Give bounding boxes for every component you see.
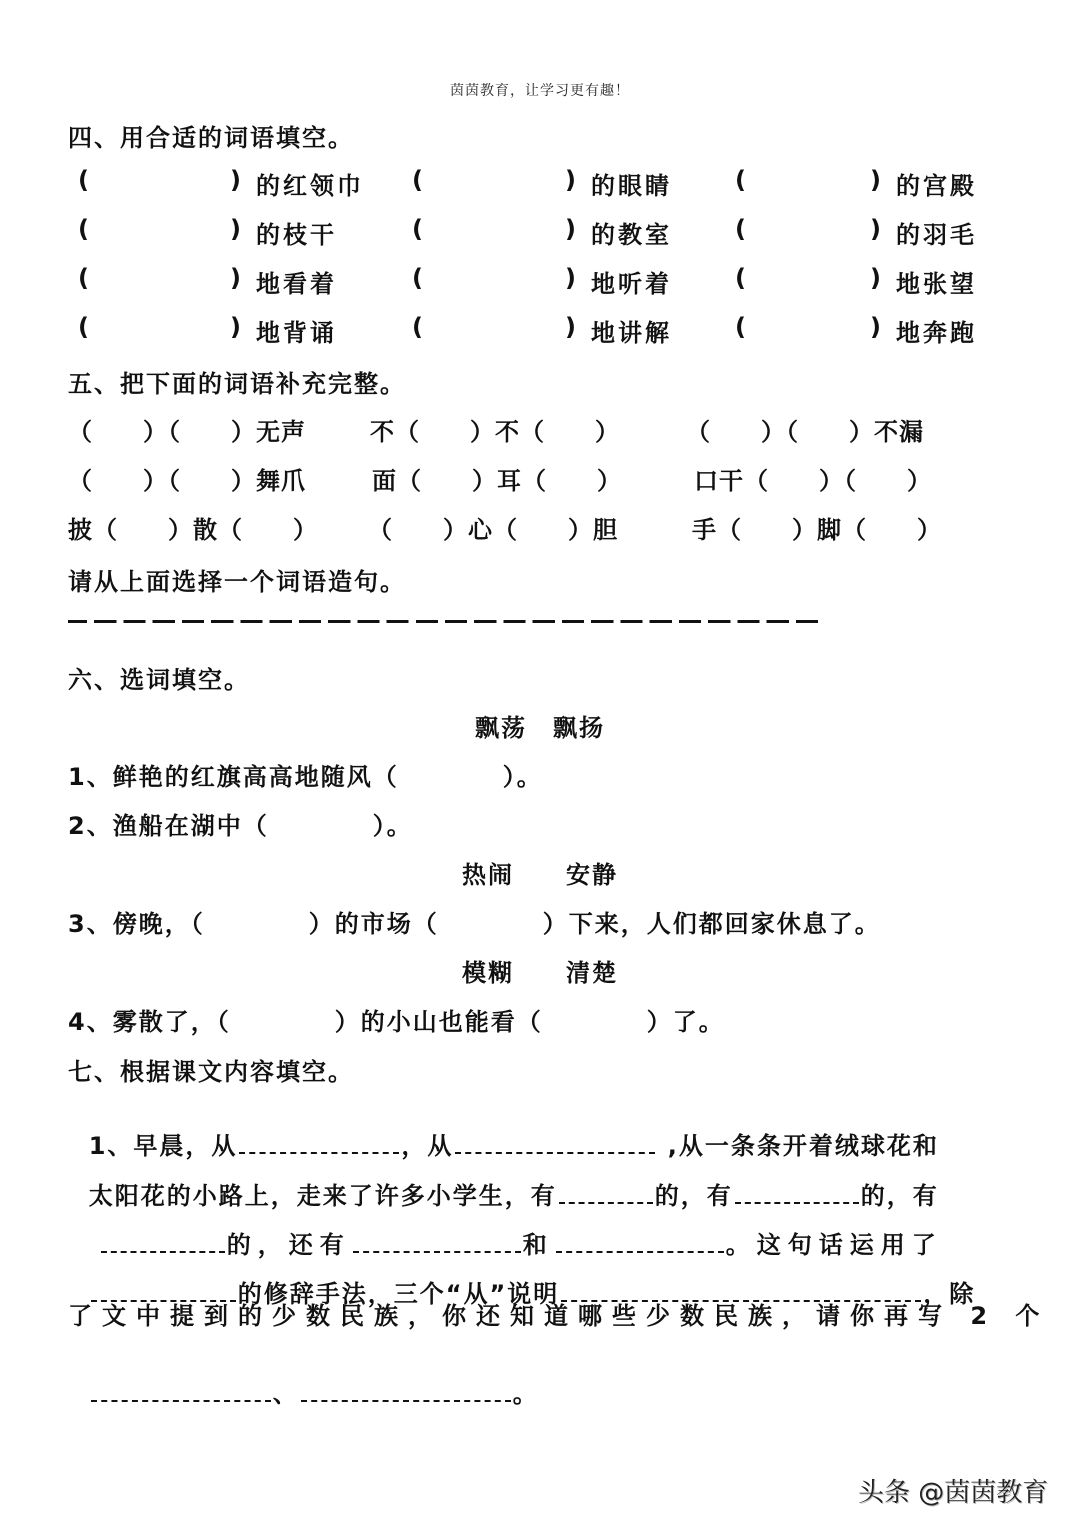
phrase: 的宫殿 (896, 172, 977, 200)
idiom-blank: （ ）（ ）不漏 (686, 418, 924, 446)
phrase: 的红领巾 (256, 172, 364, 200)
word-choices: 飘荡 飘扬 (475, 714, 605, 742)
header-slogan: 茵茵教育，让学习更有趣！ (450, 83, 630, 99)
text: 。 (512, 1380, 539, 1408)
section-4-row (0, 166, 1080, 202)
idiom-blank: 披（ ）散（ ） (68, 516, 318, 544)
close-paren: ) (565, 313, 576, 341)
text: 太阳花的小路上，走来了许多小学生，有 (88, 1182, 557, 1210)
close-paren: ) (870, 264, 881, 292)
section-6-title: 六、选词填空。 (68, 666, 250, 694)
text: 的，有 (654, 1182, 733, 1210)
question-item: 2、渔船在湖中（ ）。 (68, 812, 413, 840)
section-4-row (0, 264, 1080, 300)
text: 1、早晨，从 (88, 1132, 238, 1160)
section-7-title: 七、根据课文内容填空。 (68, 1058, 354, 1086)
section-4-row (0, 215, 1080, 251)
close-paren: ) (870, 166, 881, 194)
question-item: 1、鲜艳的红旗高高地随风（ ）。 (68, 763, 543, 791)
section-5-row (0, 412, 1080, 448)
open-paren: ( (735, 313, 746, 341)
section-4-row (0, 313, 1080, 349)
word-choices: 热闹 安静 (462, 861, 618, 889)
answer-line[interactable] (68, 620, 820, 623)
open-paren: ( (412, 264, 423, 292)
text: 的，有 (860, 1182, 939, 1210)
question-item: 4、雾散了，（ ）的小山也能看（ ）了。 (68, 1008, 725, 1036)
idiom-blank: 面（ ）耳（ ） (372, 467, 622, 495)
phrase: 地讲解 (591, 319, 672, 347)
phrase: 地看着 (256, 270, 337, 298)
section-5-row (0, 461, 1080, 497)
text: 的修辞手法，三个“从”说明 (237, 1280, 560, 1308)
section-5-row (0, 510, 1080, 546)
section-5-title: 五、把下面的词语补充完整。 (68, 370, 406, 398)
idiom-blank: 口干（ ）（ ） (694, 467, 932, 495)
open-paren: ( (412, 313, 423, 341)
text: 。这句话运用了 (725, 1231, 943, 1259)
phrase: 地听着 (591, 270, 672, 298)
blank[interactable] (301, 1399, 511, 1402)
open-paren: ( (735, 166, 746, 194)
phrase: 地奔跑 (896, 319, 977, 347)
phrase: 的教室 (591, 221, 672, 249)
idiom-blank: （ ）（ ）无声 (68, 418, 306, 446)
text: 和 (522, 1231, 554, 1259)
section-4-title: 四、用合适的词语填空。 (68, 124, 354, 152)
fill-line: 了文中提到的少数民族，你还知道哪些少数民族，请你再写 2 个 (68, 1302, 1050, 1330)
phrase: 的眼睛 (591, 172, 672, 200)
open-paren: ( (78, 264, 89, 292)
phrase: 的羽毛 (896, 221, 977, 249)
close-paren: ) (565, 215, 576, 243)
open-paren: ( (735, 264, 746, 292)
close-paren: ) (230, 264, 241, 292)
phrase: 地背诵 (256, 319, 337, 347)
fill-line (68, 1346, 539, 1409)
close-paren: ) (565, 166, 576, 194)
text: 的，还有 (226, 1231, 351, 1259)
open-paren: ( (735, 215, 746, 243)
close-paren: ) (565, 264, 576, 292)
question-item: 3、傍晚，（ ）的市场（ ）下来，人们都回家休息了。 (68, 910, 881, 938)
phrase: 地张望 (896, 270, 977, 298)
open-paren: ( (412, 215, 423, 243)
blank[interactable] (91, 1399, 271, 1402)
close-paren: ) (870, 313, 881, 341)
open-paren: ( (78, 215, 89, 243)
watermark: 头条 @茵茵教育 (858, 1478, 1049, 1508)
word-choices: 模糊 清楚 (462, 959, 618, 987)
idiom-blank: 不（ ）不（ ） (370, 418, 620, 446)
open-paren: ( (78, 166, 89, 194)
close-paren: ) (870, 215, 881, 243)
text: ，从 (401, 1132, 454, 1160)
sentence-prompt: 请从上面选择一个词语造句。 (68, 568, 406, 596)
open-paren: ( (78, 313, 89, 341)
open-paren: ( (412, 166, 423, 194)
phrase: 的枝干 (256, 221, 337, 249)
text: ，除 (923, 1280, 976, 1308)
close-paren: ) (230, 313, 241, 341)
close-paren: ) (230, 215, 241, 243)
idiom-blank: （ ）（ ）舞爪 (68, 467, 306, 495)
text: ,从一条条开着绒球花和 (657, 1132, 939, 1160)
idiom-blank: （ ）心（ ）胆 (368, 516, 618, 544)
text: 、 (272, 1380, 299, 1408)
close-paren: ) (230, 166, 241, 194)
idiom-blank: 手（ ）脚（ ） (692, 516, 942, 544)
